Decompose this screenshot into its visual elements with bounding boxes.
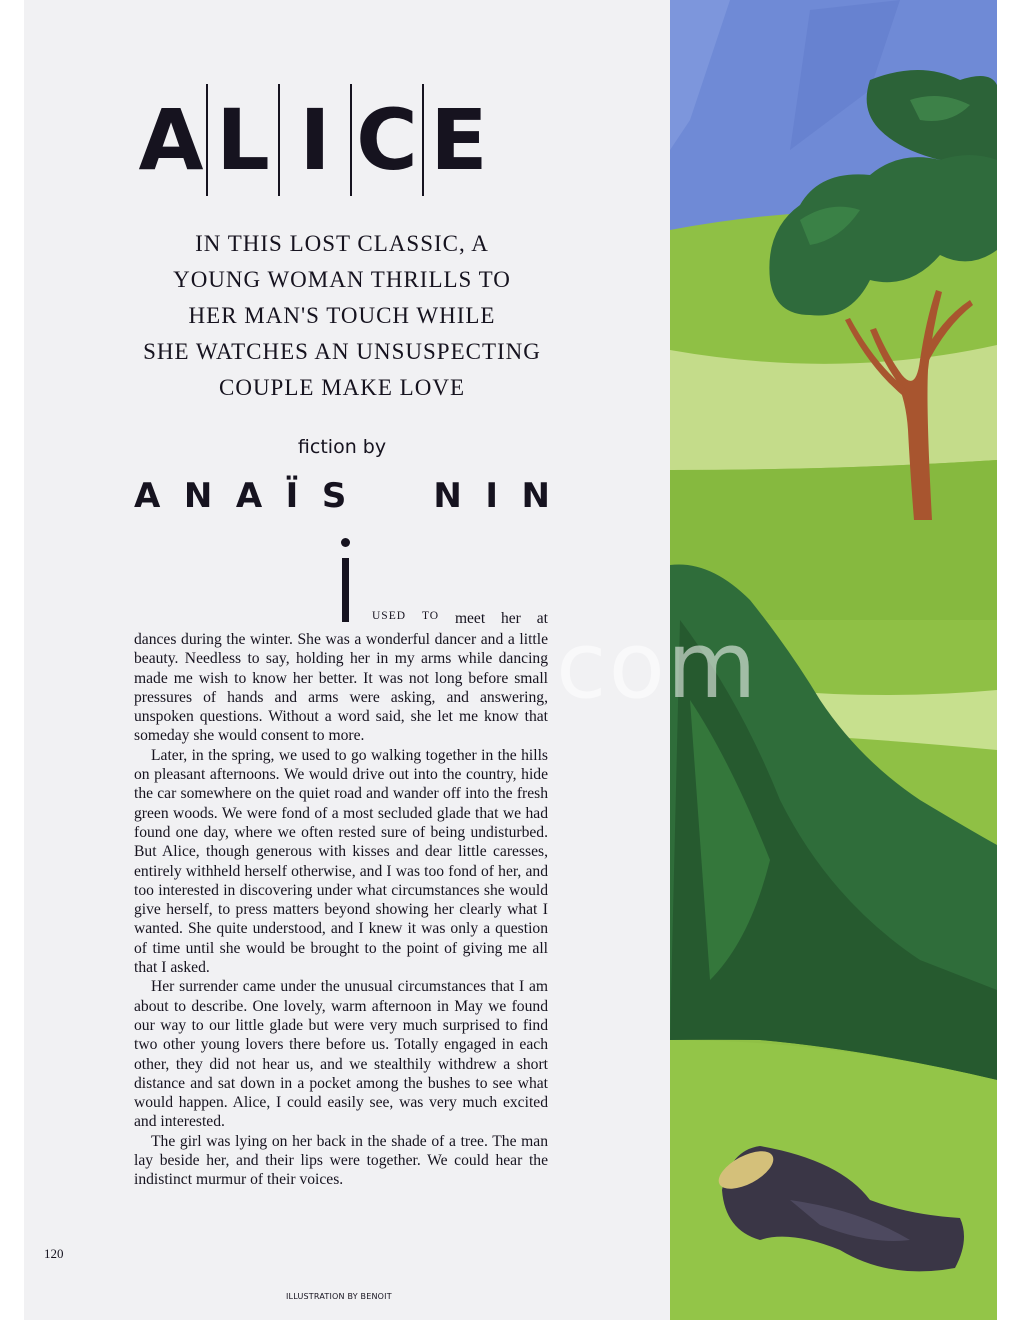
deck-line: COUPLE MAKE LOVE — [219, 375, 465, 400]
title-letter: C — [356, 91, 418, 189]
author-letter: I — [485, 476, 499, 516]
article-body — [134, 630, 548, 1190]
deck-line: HER MAN'S TOUCH WHILE — [188, 303, 496, 328]
lead-word: at — [536, 610, 548, 627]
body-paragraph: Her surrender came under the unusual circumstances that I am about to describe. One lovely, warm afternoon in May we found our way to our little glade but were very much surprised to find two other young lovers there before us. Totally engaged in each other, they did not hear us, and we stealthily withdrew a short distance and sat down in a pocket among the bushes to see what would happen. Alice, I could easily see, was very much excited and interested. — [134, 978, 548, 1131]
drop-cap-dot — [341, 538, 350, 547]
author-name — [134, 472, 550, 520]
title-letter: A — [138, 91, 204, 189]
author-letter: N — [433, 476, 462, 516]
byline-label: fiction by — [297, 436, 387, 458]
body-paragraph: dances during the winter. She was a wonderful dancer and a little beauty. Needless to say, holding her in my arms while dancing made me wish to know her better. It was not long before small pressures of hands and arms were asking, and answering, unspoken questions. Without a word said, she let me know that someday she would consent to more. — [134, 631, 548, 745]
body-paragraph: Later, in the spring, we used to go walking together in the hills on pleasant afternoons. We would drive out into the country, hide the car somewhere on the quiet road and wander off into the fresh green woods. We were fond of a most secluded glade that we had found one day, where we often rested sure of being undisturbed. But Alice, though generous with kisses and dear little caresses, entirely withheld herself otherwise, and I was too fond of her, and too interested in discovering under what circumstances she would give herself, to press matters beyond showing her clearly what I wanted. She quite understood, and I knew it was only a question of time until she would be brought to the point of giving me all that I asked. — [134, 746, 548, 977]
body-paragraph: The girl was lying on her back in the shade of a tree. The man lay beside her, and their lips were together. We could hear the indistinct murmur of their voices. — [134, 1132, 548, 1189]
lead-word: meet — [455, 610, 486, 627]
lead-in-line — [372, 610, 548, 628]
deck-line: SHE WATCHES AN UNSUSPECTING — [143, 339, 541, 364]
author-letter: N — [183, 476, 213, 516]
author-letter: S — [321, 476, 347, 516]
page-number: 120 — [44, 1246, 64, 1261]
author-letter: N — [521, 476, 550, 516]
title-letter: I — [299, 91, 331, 189]
lead-word: USED — [372, 610, 407, 622]
article-deck — [120, 226, 564, 406]
author-letter: A — [235, 476, 263, 516]
author-letter: A — [134, 476, 161, 516]
lead-word: her — [501, 610, 521, 627]
title-letter: E — [430, 91, 488, 189]
deck-line: IN THIS LOST CLASSIC, A — [195, 231, 489, 256]
drop-cap-stem — [342, 558, 349, 622]
title-letter: L — [216, 91, 270, 189]
deck-line: YOUNG WOMAN THRILLS TO — [173, 267, 511, 292]
illustration-credit: ILLUSTRATION BY BENOIT — [286, 1292, 392, 1301]
author-letter: Ï — [285, 476, 299, 516]
article-title — [136, 84, 556, 196]
watermark-text: com — [556, 612, 759, 719]
drop-cap — [338, 538, 356, 622]
author-word-gap — [370, 472, 410, 520]
lead-word: TO — [421, 610, 440, 622]
